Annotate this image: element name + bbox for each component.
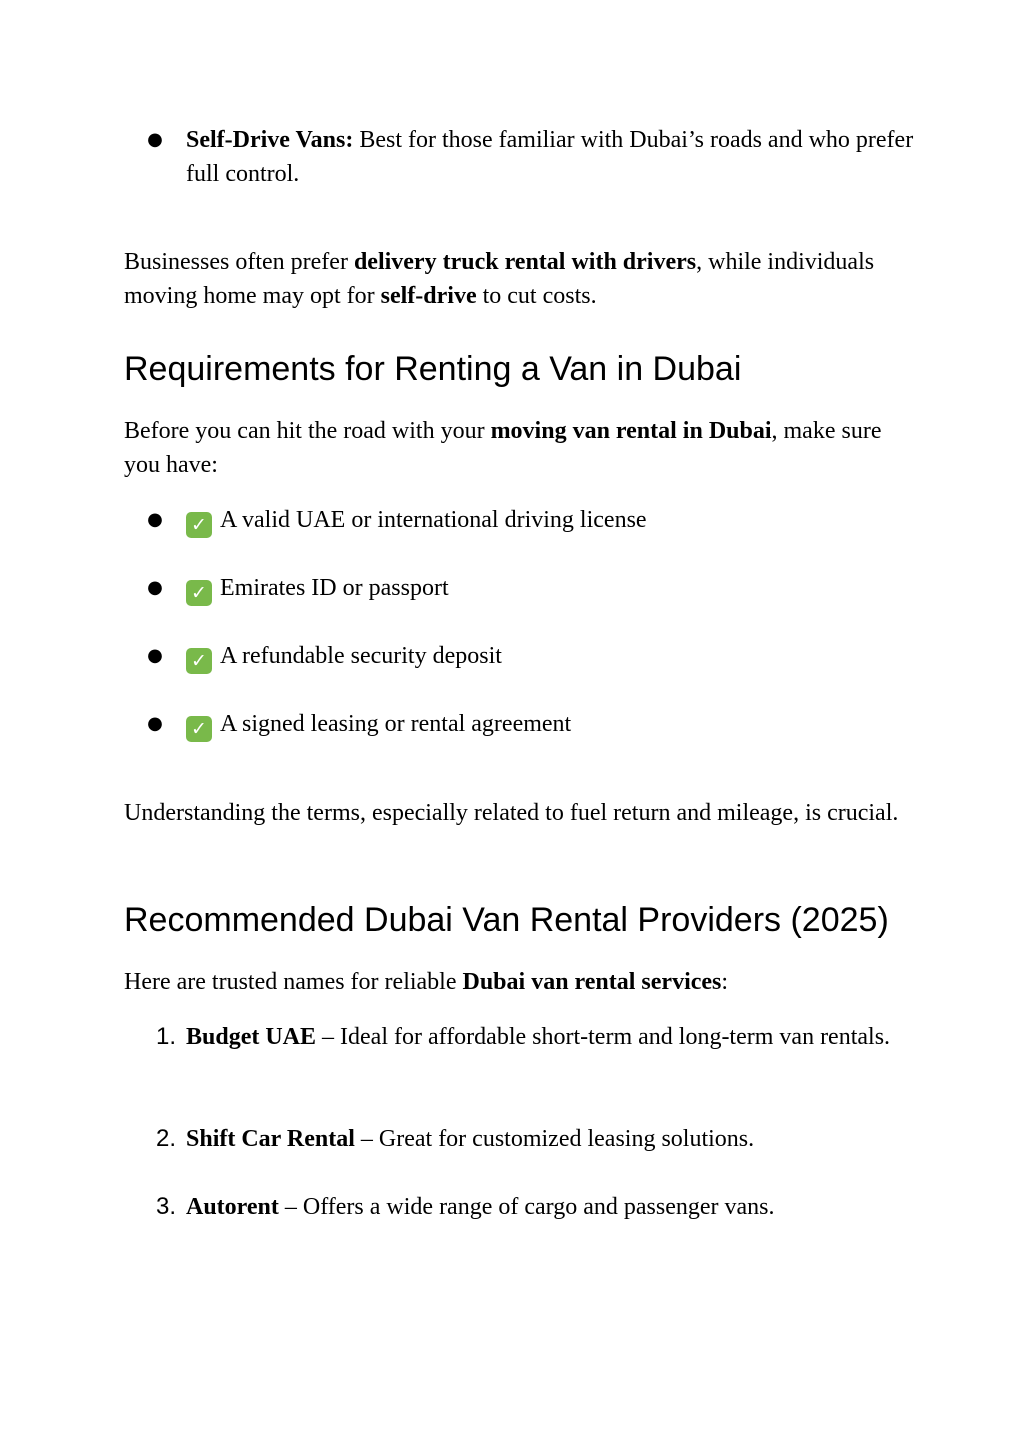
text-run: : (721, 969, 729, 995)
requirement-text: A valid UAE or international driving license (220, 507, 647, 533)
check-mark-button-icon: ✓ (186, 716, 212, 742)
list-item-text: Best for those familiar with Dubai’s roads and who prefer full control. (186, 127, 914, 187)
list-item-term: Self-Drive Vans: (186, 127, 354, 153)
check-mark-button-icon: ✓ (186, 512, 212, 538)
check-mark-button-icon: ✓ (186, 580, 212, 606)
bullet: ● (147, 713, 163, 734)
requirement-text: A refundable security deposit (220, 643, 502, 669)
bullet: ● (147, 645, 163, 666)
provider-description: – Offers a wide range of cargo and passenger vans. (278, 1194, 775, 1220)
paragraph-requirements-intro (124, 414, 914, 482)
text-run: , make sure you have: (124, 418, 882, 478)
bold-run: moving van rental in Dubai (490, 418, 772, 444)
bold-run: Dubai van rental services (462, 969, 722, 995)
check-mark-button-icon: ✓ (186, 648, 212, 674)
list-item-body (186, 1020, 916, 1054)
provider-description: – Ideal for affordable short-term and long-term van rentals. (316, 1024, 891, 1050)
bullet: ● (147, 577, 163, 598)
paragraph-providers-intro (124, 965, 914, 999)
bullet: ● (147, 129, 163, 150)
list-item-body (186, 571, 916, 606)
provider-name: Budget UAE (186, 1024, 317, 1050)
list-item-body (186, 123, 916, 191)
list-item-body (186, 1190, 916, 1224)
list-item-body (186, 503, 916, 538)
list-number: 3. (155, 1193, 176, 1220)
provider-name: Autorent (186, 1194, 279, 1220)
section-heading-requirements: Requirements for Renting a Van in Dubai (124, 350, 742, 388)
provider-name: Shift Car Rental (186, 1126, 355, 1152)
paragraph-delivery (124, 245, 914, 313)
list-item-body (186, 639, 916, 674)
text-run: Before you can hit the road with your (124, 418, 491, 444)
list-number: 2. (155, 1125, 176, 1152)
text-run: to cut costs. (476, 283, 597, 309)
text-run: Businesses often prefer (124, 249, 354, 275)
list-number: 1. (155, 1023, 176, 1050)
text-run: Here are trusted names for reliable (124, 969, 463, 995)
provider-description: – Great for customized leasing solutions. (354, 1126, 755, 1152)
list-item-body (186, 1122, 916, 1156)
bold-run: self-drive (380, 283, 477, 309)
list-item-body (186, 707, 916, 742)
bullet: ● (147, 509, 163, 530)
bold-run: delivery truck rental with drivers (353, 249, 697, 275)
requirement-text: A signed leasing or rental agreement (220, 711, 572, 737)
text-run: , while individuals moving home may opt for (124, 249, 875, 309)
paragraph-terms-note: Understanding the terms, especially related to fuel return and mileage, is crucial. (124, 800, 899, 826)
section-heading-providers: Recommended Dubai Van Rental Providers (2025) (124, 901, 889, 939)
requirement-text: Emirates ID or passport (220, 575, 449, 601)
